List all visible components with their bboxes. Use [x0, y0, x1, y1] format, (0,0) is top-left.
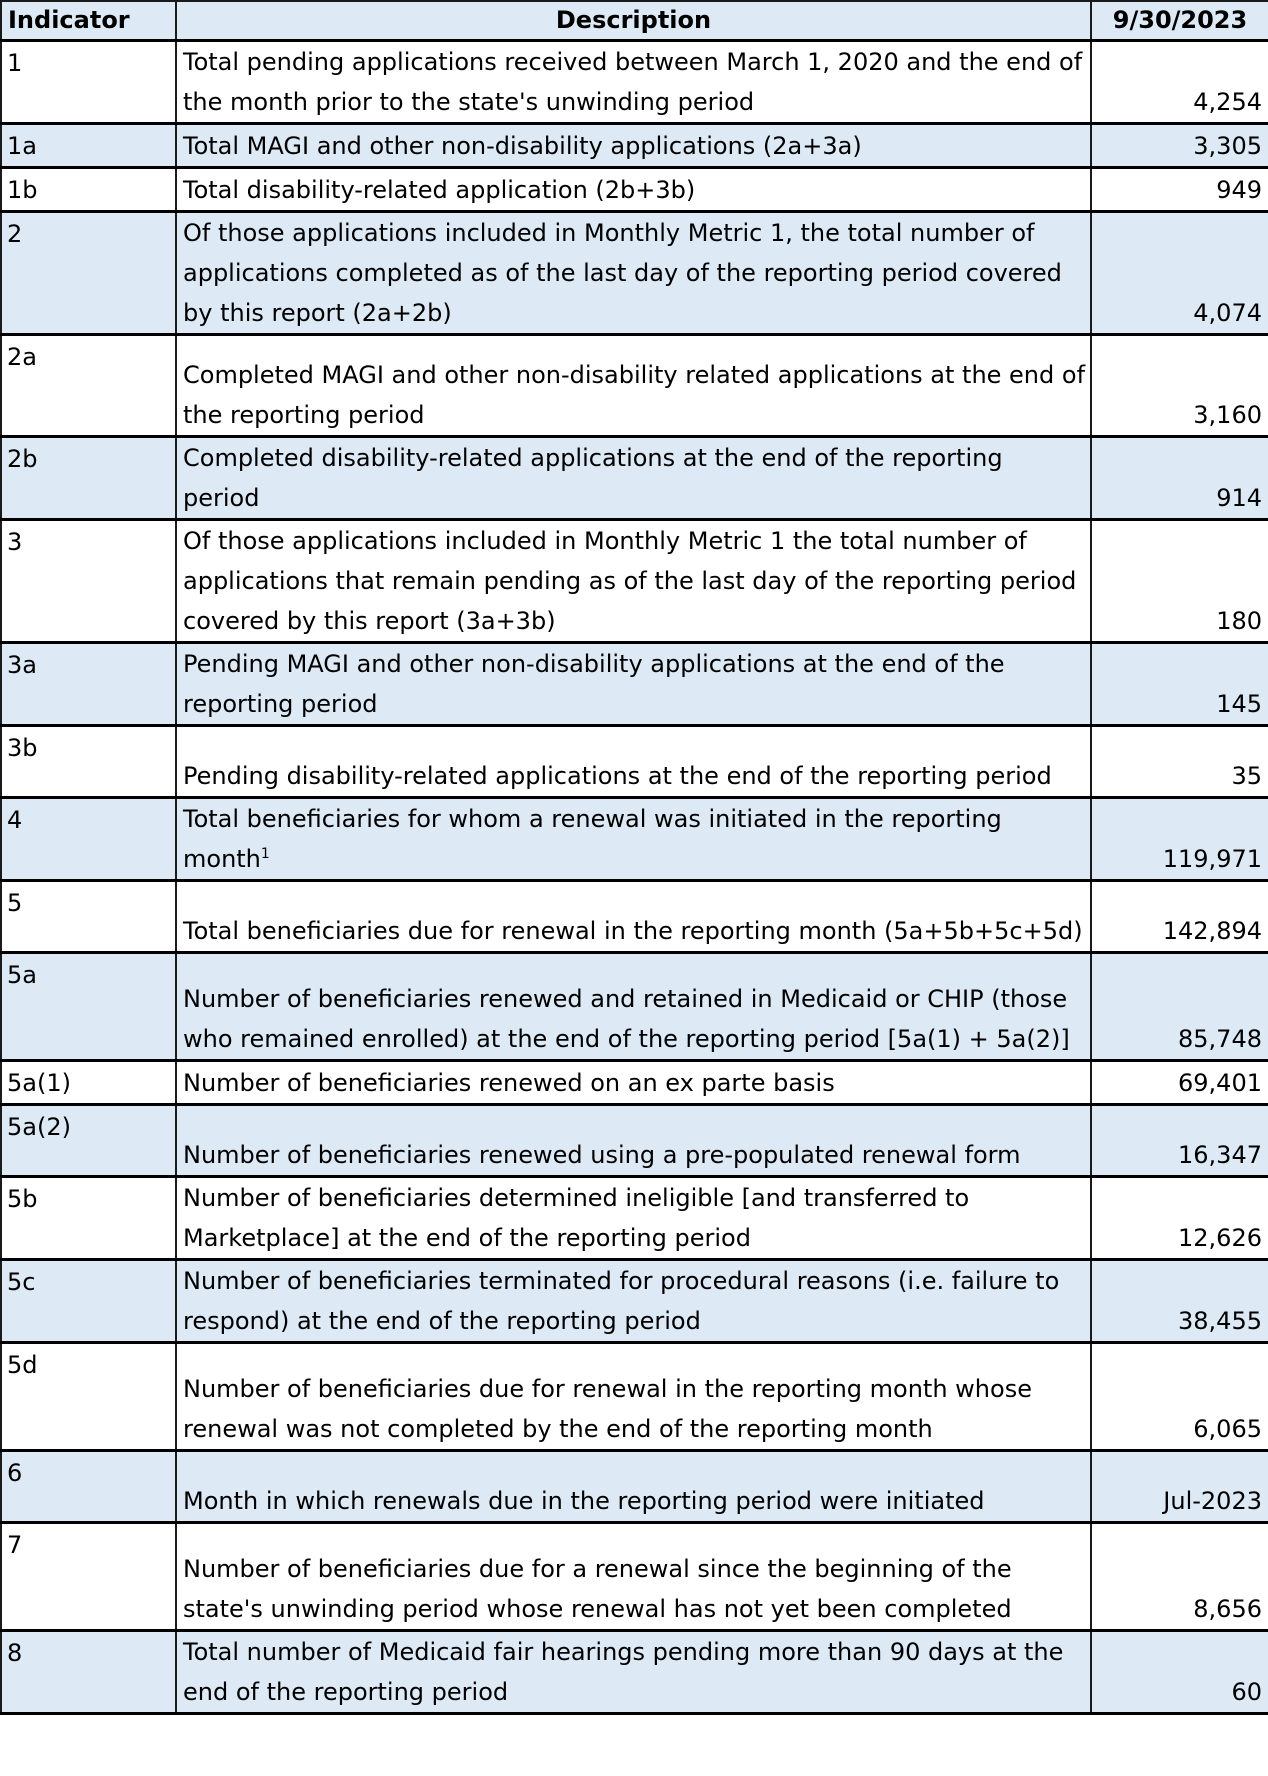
description-text: Completed disability-related applications at the end of the reporting period	[183, 443, 1003, 512]
value-cell: 85,748	[1091, 952, 1268, 1060]
indicator-cell: 2b	[1, 436, 176, 519]
table-row	[1, 40, 1268, 123]
table-row	[1, 167, 1268, 211]
indicator-cell: 6	[1, 1450, 176, 1522]
description-cell	[176, 123, 1091, 167]
description-cell	[176, 167, 1091, 211]
indicator-cell: 8	[1, 1630, 176, 1713]
value-cell: 60	[1091, 1630, 1268, 1713]
description-text: Number of beneficiaries renewed and retained in Medicaid or CHIP (those who remained enrolled) at the end of the reporting period [5a(1) + 5a(2)]	[183, 984, 1070, 1053]
description-cell	[176, 1259, 1091, 1342]
table-row	[1, 1450, 1268, 1522]
description-cell	[176, 880, 1091, 952]
header-date: 9/30/2023	[1091, 1, 1268, 40]
description-text: Completed MAGI and other non-disability related applications at the end of the reporting period	[183, 360, 1086, 429]
description-cell	[176, 1342, 1091, 1450]
indicator-cell: 3	[1, 519, 176, 642]
indicator-cell: 1a	[1, 123, 176, 167]
indicator-cell: 5d	[1, 1342, 176, 1450]
value-cell: 16,347	[1091, 1104, 1268, 1176]
table-row	[1, 1176, 1268, 1259]
description-text: Number of beneficiaries renewed on an ex parte basis	[183, 1068, 835, 1097]
indicator-cell: 7	[1, 1522, 176, 1630]
value-cell: 69,401	[1091, 1060, 1268, 1104]
value-cell: 8,656	[1091, 1522, 1268, 1630]
value-cell: 119,971	[1091, 797, 1268, 880]
indicator-cell: 3a	[1, 642, 176, 725]
description-cell	[176, 40, 1091, 123]
description-text: Total MAGI and other non-disability applications (2a+3a)	[183, 131, 862, 160]
description-cell	[176, 725, 1091, 797]
table-row	[1, 1342, 1268, 1450]
value-cell: 914	[1091, 436, 1268, 519]
value-cell: 35	[1091, 725, 1268, 797]
header-description: Description	[176, 1, 1091, 40]
value-cell: 3,305	[1091, 123, 1268, 167]
table-row	[1, 1522, 1268, 1630]
indicator-cell: 2	[1, 211, 176, 334]
value-cell: 949	[1091, 167, 1268, 211]
description-text: Total beneficiaries for whom a renewal was initiated in the reporting month	[183, 804, 1002, 873]
value-cell: 142,894	[1091, 880, 1268, 952]
table-row	[1, 1630, 1268, 1713]
table-body	[1, 40, 1268, 1713]
table-row	[1, 797, 1268, 880]
description-cell	[176, 1060, 1091, 1104]
description-text: Month in which renewals due in the reporting period were initiated	[183, 1486, 985, 1515]
description-cell	[176, 797, 1091, 880]
value-cell: 145	[1091, 642, 1268, 725]
table-row	[1, 334, 1268, 436]
description-text: Number of beneficiaries renewed using a pre-populated renewal form	[183, 1140, 1021, 1169]
description-cell	[176, 1522, 1091, 1630]
description-cell	[176, 1104, 1091, 1176]
indicator-cell: 1b	[1, 167, 176, 211]
description-cell	[176, 1450, 1091, 1522]
table-row	[1, 123, 1268, 167]
value-cell: 4,074	[1091, 211, 1268, 334]
description-text: Of those applications included in Monthly Metric 1, the total number of applications completed as of the last day of the reporting period covered by this report (2a+2b)	[183, 218, 1062, 327]
description-text: Pending MAGI and other non-disability applications at the end of the reporting period	[183, 649, 1005, 718]
indicator-cell: 5a(2)	[1, 1104, 176, 1176]
table-row	[1, 725, 1268, 797]
footnote-marker: 1	[260, 845, 270, 862]
description-text: Total beneficiaries due for renewal in the reporting month (5a+5b+5c+5d)	[183, 916, 1083, 945]
table-row	[1, 880, 1268, 952]
indicator-cell: 5b	[1, 1176, 176, 1259]
indicator-cell: 2a	[1, 334, 176, 436]
value-cell: 12,626	[1091, 1176, 1268, 1259]
table-row	[1, 1259, 1268, 1342]
indicator-cell: 5a(1)	[1, 1060, 176, 1104]
table-row	[1, 436, 1268, 519]
description-text: Of those applications included in Monthly Metric 1 the total number of applications that remain pending as of the last day of the reporting period covered by this report (3a+3b)	[183, 526, 1077, 635]
indicator-cell: 3b	[1, 725, 176, 797]
value-cell: 4,254	[1091, 40, 1268, 123]
header-indicator: Indicator	[1, 1, 176, 40]
value-cell: 180	[1091, 519, 1268, 642]
value-cell: 38,455	[1091, 1259, 1268, 1342]
description-text: Number of beneficiaries due for renewal in the reporting month whose renewal was not completed by the end of the reporting month	[183, 1374, 1032, 1443]
description-text: Number of beneficiaries terminated for procedural reasons (i.e. failure to respond) at the end of the reporting period	[183, 1266, 1060, 1335]
description-cell	[176, 334, 1091, 436]
indicator-cell: 1	[1, 40, 176, 123]
description-text: Total number of Medicaid fair hearings pending more than 90 days at the end of the reporting period	[183, 1637, 1064, 1706]
header-row	[1, 1, 1268, 40]
indicator-cell: 5	[1, 880, 176, 952]
description-text: Total disability-related application (2b+3b)	[183, 175, 696, 204]
table-row	[1, 519, 1268, 642]
description-cell	[176, 1630, 1091, 1713]
indicator-cell: 4	[1, 797, 176, 880]
description-cell	[176, 642, 1091, 725]
description-cell	[176, 211, 1091, 334]
table-row	[1, 1104, 1268, 1176]
indicator-cell: 5c	[1, 1259, 176, 1342]
table-row	[1, 1060, 1268, 1104]
description-cell	[176, 519, 1091, 642]
value-cell: Jul-2023	[1091, 1450, 1268, 1522]
description-cell	[176, 436, 1091, 519]
value-cell: 3,160	[1091, 334, 1268, 436]
description-text: Total pending applications received between March 1, 2020 and the end of the month prior to the state's unwinding period	[183, 47, 1083, 116]
description-text: Pending disability-related applications at the end of the reporting period	[183, 761, 1052, 790]
indicator-cell: 5a	[1, 952, 176, 1060]
table-row	[1, 642, 1268, 725]
description-cell	[176, 952, 1091, 1060]
description-text: Number of beneficiaries determined ineligible [and transferred to Marketplace] at the end of the reporting period	[183, 1183, 970, 1252]
description-cell	[176, 1176, 1091, 1259]
table-row	[1, 211, 1268, 334]
description-text: Number of beneficiaries due for a renewal since the beginning of the state's unwinding period whose renewal has not yet been completed	[183, 1554, 1012, 1623]
value-cell: 6,065	[1091, 1342, 1268, 1450]
table-row	[1, 952, 1268, 1060]
